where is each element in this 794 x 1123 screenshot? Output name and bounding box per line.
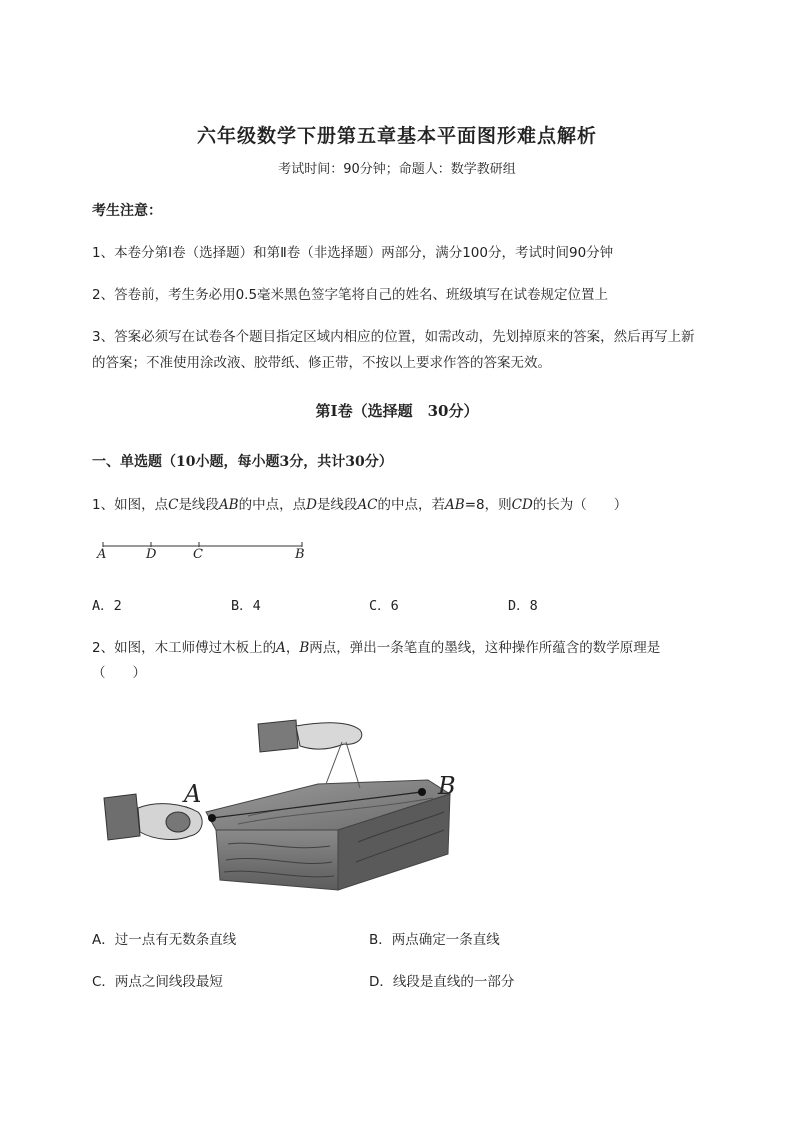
- section-title: 第Ⅰ卷（选择题 30分）: [315, 402, 479, 420]
- page-title: 六年级数学下册第五章基本平面图形难点解析: [196, 125, 597, 147]
- upper-hand: [296, 723, 362, 749]
- q1-option-c: C．6: [369, 598, 399, 614]
- q2-option-d: D．线段是直线的一部分: [369, 974, 515, 990]
- point-label-d: D: [146, 547, 157, 562]
- exam-info: 考试时间：90分钟；命题人：数学教研组: [278, 162, 516, 177]
- q1-option-a: A．2: [92, 598, 122, 614]
- point-label-c: C: [193, 547, 203, 562]
- point-b-pin: [418, 788, 426, 796]
- left-sleeve: [104, 794, 140, 840]
- point-label-a: A: [97, 547, 107, 562]
- notice-heading: 考生注意：: [92, 203, 162, 219]
- part-heading: 一、单选题（10小题，每小题3分，共计30分）: [92, 454, 393, 470]
- figure-label-b: B: [438, 772, 456, 800]
- q1-option-b: B．4: [231, 598, 261, 614]
- segment-diagram: [97, 538, 310, 566]
- q2-option-a: A．过一点有无数条直线: [92, 932, 237, 948]
- segment-figure: [100, 538, 310, 566]
- q2-option-b: B．两点确定一条直线: [369, 932, 500, 948]
- question-1-stem: 1、如图，点C是线段AB的中点，点D是线段AC的中点，若AB=8，则CD的长为（ ）: [92, 497, 628, 513]
- notice-item-3-line1: 3、答案必须写在试卷各个题目指定区域内相应的位置，如需改动，先划掉原来的答案，然后再写上新: [92, 329, 695, 345]
- question-2-stem: 2、如图，木工师傅过木板上的A，B两点，弹出一条笔直的墨线，这种操作所蕴含的数学原理是: [92, 640, 661, 656]
- carpenter-figure: [98, 712, 468, 902]
- notice-item-1: 1、本卷分第Ⅰ卷（选择题）和第Ⅱ卷（非选择题）两部分，满分100分，考试时间90分钟: [92, 245, 614, 261]
- upper-sleeve: [258, 720, 298, 752]
- figure-label-a: A: [184, 780, 202, 808]
- q2-option-c: C．两点之间线段最短: [92, 974, 223, 990]
- notice-item-2: 2、答卷前，考生务必用0.5毫米黑色签字笔将自己的姓名、班级填写在试卷规定位置上: [92, 287, 609, 303]
- board-front: [216, 830, 338, 890]
- point-label-b: B: [295, 547, 305, 562]
- question-2-answer-blank: （ ）: [92, 665, 146, 681]
- q1-option-d: D．8: [508, 598, 538, 614]
- carpenter-illustration: [98, 712, 468, 902]
- notice-item-3-line2: 的答案；不准使用涂改液、胶带纸、修正带，不按以上要求作答的答案无效。: [92, 355, 551, 371]
- ink-reel: [166, 812, 190, 832]
- point-a-pin: [208, 814, 216, 822]
